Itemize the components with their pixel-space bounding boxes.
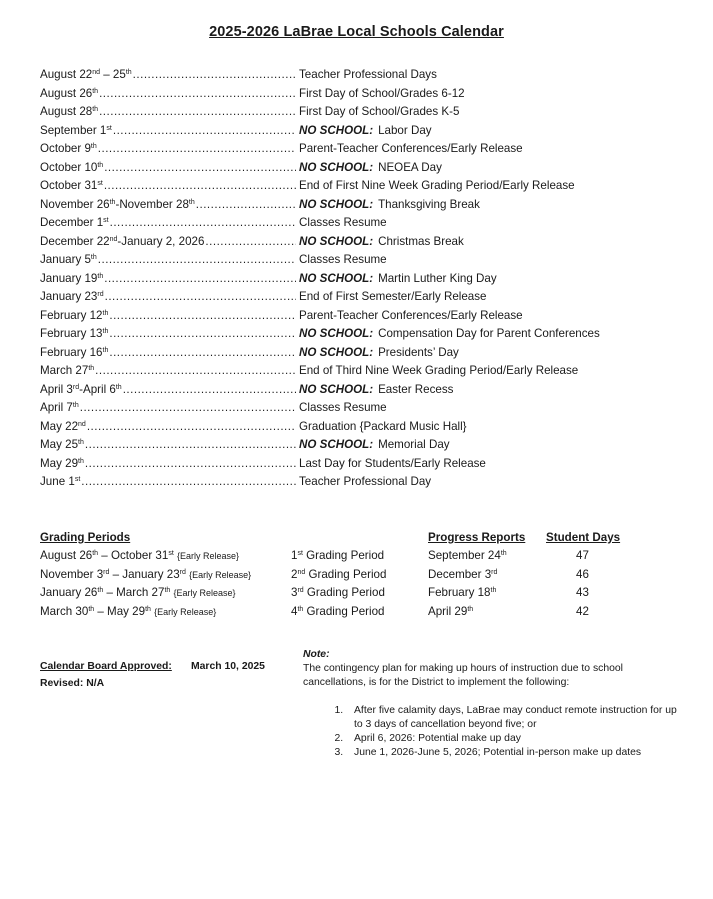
calendar-row — [40, 122, 680, 141]
calendar-row — [40, 66, 680, 85]
grading-period-dates: August 26th – October 31st {Early Release} — [40, 549, 240, 562]
calendar-date: January 5th ..... — [40, 251, 296, 270]
calendar-date: October 31st ..... — [40, 177, 296, 196]
revised-label: Revised: N/A — [40, 678, 105, 689]
calendar-row — [40, 103, 680, 122]
page-title: 2025-2026 LaBrae Local Schools Calendar — [209, 24, 504, 40]
grading-period-name: 3rd Grading Period — [291, 586, 385, 599]
calendar-event: Parent-Teacher Conferences/Early Release — [299, 308, 523, 322]
calendar-date: June 1st ..... — [40, 473, 296, 492]
calendar-row — [40, 233, 680, 252]
no-school-label: NO SCHOOL: — [299, 123, 374, 137]
calendar-row — [40, 362, 680, 381]
no-school-label: NO SCHOOL: — [299, 160, 374, 174]
board-approved-label: Calendar Board Approved: — [40, 661, 172, 672]
no-school-label: NO SCHOOL: — [299, 382, 374, 396]
board-approval — [40, 661, 265, 689]
progress-report-date: February 18th — [428, 586, 497, 599]
grading-period-dates: March 30th – May 29th {Early Release} — [40, 604, 217, 618]
progress-report-date: September 24th — [428, 549, 507, 562]
calendar-event: First Day of School/Grades 6-12 — [299, 86, 465, 100]
calendar-row — [40, 344, 680, 363]
note-title: Note: — [303, 649, 330, 660]
calendar-row — [40, 455, 680, 474]
calendar-date: November 26th-November 28th ..... — [40, 196, 296, 215]
no-school-label: NO SCHOOL: — [299, 271, 374, 285]
calendar-row — [40, 140, 680, 159]
calendar-event: Parent-Teacher Conferences/Early Release — [299, 142, 523, 156]
student-days-header: Student Days — [546, 531, 621, 544]
calendar-date: October 10th ..... — [40, 159, 296, 178]
calendar-row — [40, 418, 680, 437]
note-list — [303, 704, 683, 760]
calendar-event: NO SCHOOL: Christmas Break — [299, 234, 464, 248]
calendar-event: End of Third Nine Week Grading Period/Early Release — [299, 364, 579, 378]
note-list-item: 3. June 1, 2026-June 5, 2026; Potential in-person make up dates — [346, 746, 683, 760]
calendar-date: April 3rd-April 6th ..... — [40, 381, 296, 400]
calendar-row — [40, 307, 680, 326]
calendar-date: December 22nd-January 2, 2026 ..... — [40, 233, 296, 252]
student-days-count: 47 — [576, 549, 589, 562]
calendar-date: January 23rd ..... — [40, 288, 296, 307]
calendar-event: End of First Semester/Early Release — [299, 290, 487, 304]
grading-period-dates: November 3rd – January 23rd {Early Release} — [40, 567, 252, 581]
calendar-date: April 7th ..... — [40, 399, 296, 418]
calendar-date: May 25th ..... — [40, 436, 296, 455]
calendar-row — [40, 399, 680, 418]
grading-period-dates: January 26th – March 27th {Early Release} — [40, 586, 236, 599]
calendar-event: NO SCHOOL: Labor Day — [299, 123, 432, 137]
calendar-date: October 9th ..... — [40, 140, 296, 159]
calendar-date: August 26th ..... — [40, 85, 296, 104]
calendar-event: NO SCHOOL: Memorial Day — [299, 438, 450, 452]
student-days-count: 42 — [576, 604, 589, 618]
grading-periods-header: Grading Periods — [40, 531, 131, 544]
calendar-date: May 29th ..... — [40, 455, 296, 474]
calendar-event: Teacher Professional Day — [299, 475, 432, 489]
calendar-event: NO SCHOOL: NEOEA Day — [299, 160, 442, 174]
calendar-list — [40, 66, 680, 492]
calendar-date: February 13th ..... — [40, 325, 296, 344]
calendar-row — [40, 196, 680, 215]
calendar-event: NO SCHOOL: Martin Luther King Day — [299, 271, 497, 285]
board-approved-date: March 10, 2025 — [191, 661, 265, 672]
calendar-event: First Day of School/Grades K-5 — [299, 105, 460, 119]
calendar-event: End of First Nine Week Grading Period/Early Release — [299, 179, 575, 193]
no-school-label: NO SCHOOL: — [299, 234, 374, 248]
calendar-event: Last Day for Students/Early Release — [299, 456, 486, 470]
contingency-note — [303, 648, 683, 760]
no-school-label: NO SCHOOL: — [299, 438, 374, 452]
calendar-date: August 22nd – 25th ..... — [40, 66, 296, 85]
calendar-row — [40, 288, 680, 307]
calendar-row — [40, 85, 680, 104]
calendar-row — [40, 214, 680, 233]
calendar-date: February 16th ..... — [40, 344, 296, 363]
progress-reports-header: Progress Reports — [428, 531, 526, 544]
calendar-event: NO SCHOOL: Easter Recess — [299, 382, 454, 396]
no-school-label: NO SCHOOL: — [299, 197, 374, 211]
calendar-row — [40, 325, 680, 344]
grading-period-name: 4th Grading Period — [291, 604, 385, 618]
calendar-row — [40, 159, 680, 178]
no-school-label: NO SCHOOL: — [299, 327, 374, 341]
calendar-date: December 1st ..... — [40, 214, 296, 233]
calendar-event: Classes Resume — [299, 401, 387, 415]
calendar-event: Graduation {Packard Music Hall} — [299, 419, 467, 433]
calendar-row — [40, 270, 680, 289]
calendar-date: August 28th ..... — [40, 103, 296, 122]
calendar-date: March 27th ..... — [40, 362, 296, 381]
progress-report-date: April 29th — [428, 604, 474, 618]
student-days-count: 46 — [576, 567, 589, 581]
calendar-row — [40, 251, 680, 270]
no-school-label: NO SCHOOL: — [299, 345, 374, 359]
note-list-item: 2. April 6, 2026: Potential make up day — [346, 732, 683, 746]
calendar-event: Classes Resume — [299, 253, 387, 267]
calendar-event: Classes Resume — [299, 216, 387, 230]
calendar-date: January 19th ..... — [40, 270, 296, 289]
calendar-event: NO SCHOOL: Thanksgiving Break — [299, 197, 480, 211]
calendar-row — [40, 436, 680, 455]
calendar-event: Teacher Professional Days — [299, 68, 437, 81]
grading-period-name: 1st Grading Period — [291, 549, 385, 562]
calendar-event: NO SCHOOL: Presidents’ Day — [299, 345, 459, 359]
calendar-event: NO SCHOOL: Compensation Day for Parent Conferences — [299, 327, 600, 341]
grading-period-name: 2nd Grading Period — [291, 567, 387, 581]
calendar-date: September 1st ..... — [40, 122, 296, 141]
student-days-count: 43 — [576, 586, 589, 599]
calendar-date: May 22nd ..... — [40, 418, 296, 437]
calendar-date: February 12th ..... — [40, 307, 296, 326]
progress-report-date: December 3rd — [428, 567, 498, 581]
note-text: The contingency plan for making up hours of instruction due to school cancellations, is for the District to implement the following: — [303, 663, 623, 688]
calendar-row — [40, 473, 680, 492]
note-list-item: 1. After five calamity days, LaBrae may conduct remote instruction for up to 3 days of cancellation beyond five; or — [346, 704, 683, 732]
calendar-row — [40, 177, 680, 196]
calendar-row — [40, 381, 680, 400]
